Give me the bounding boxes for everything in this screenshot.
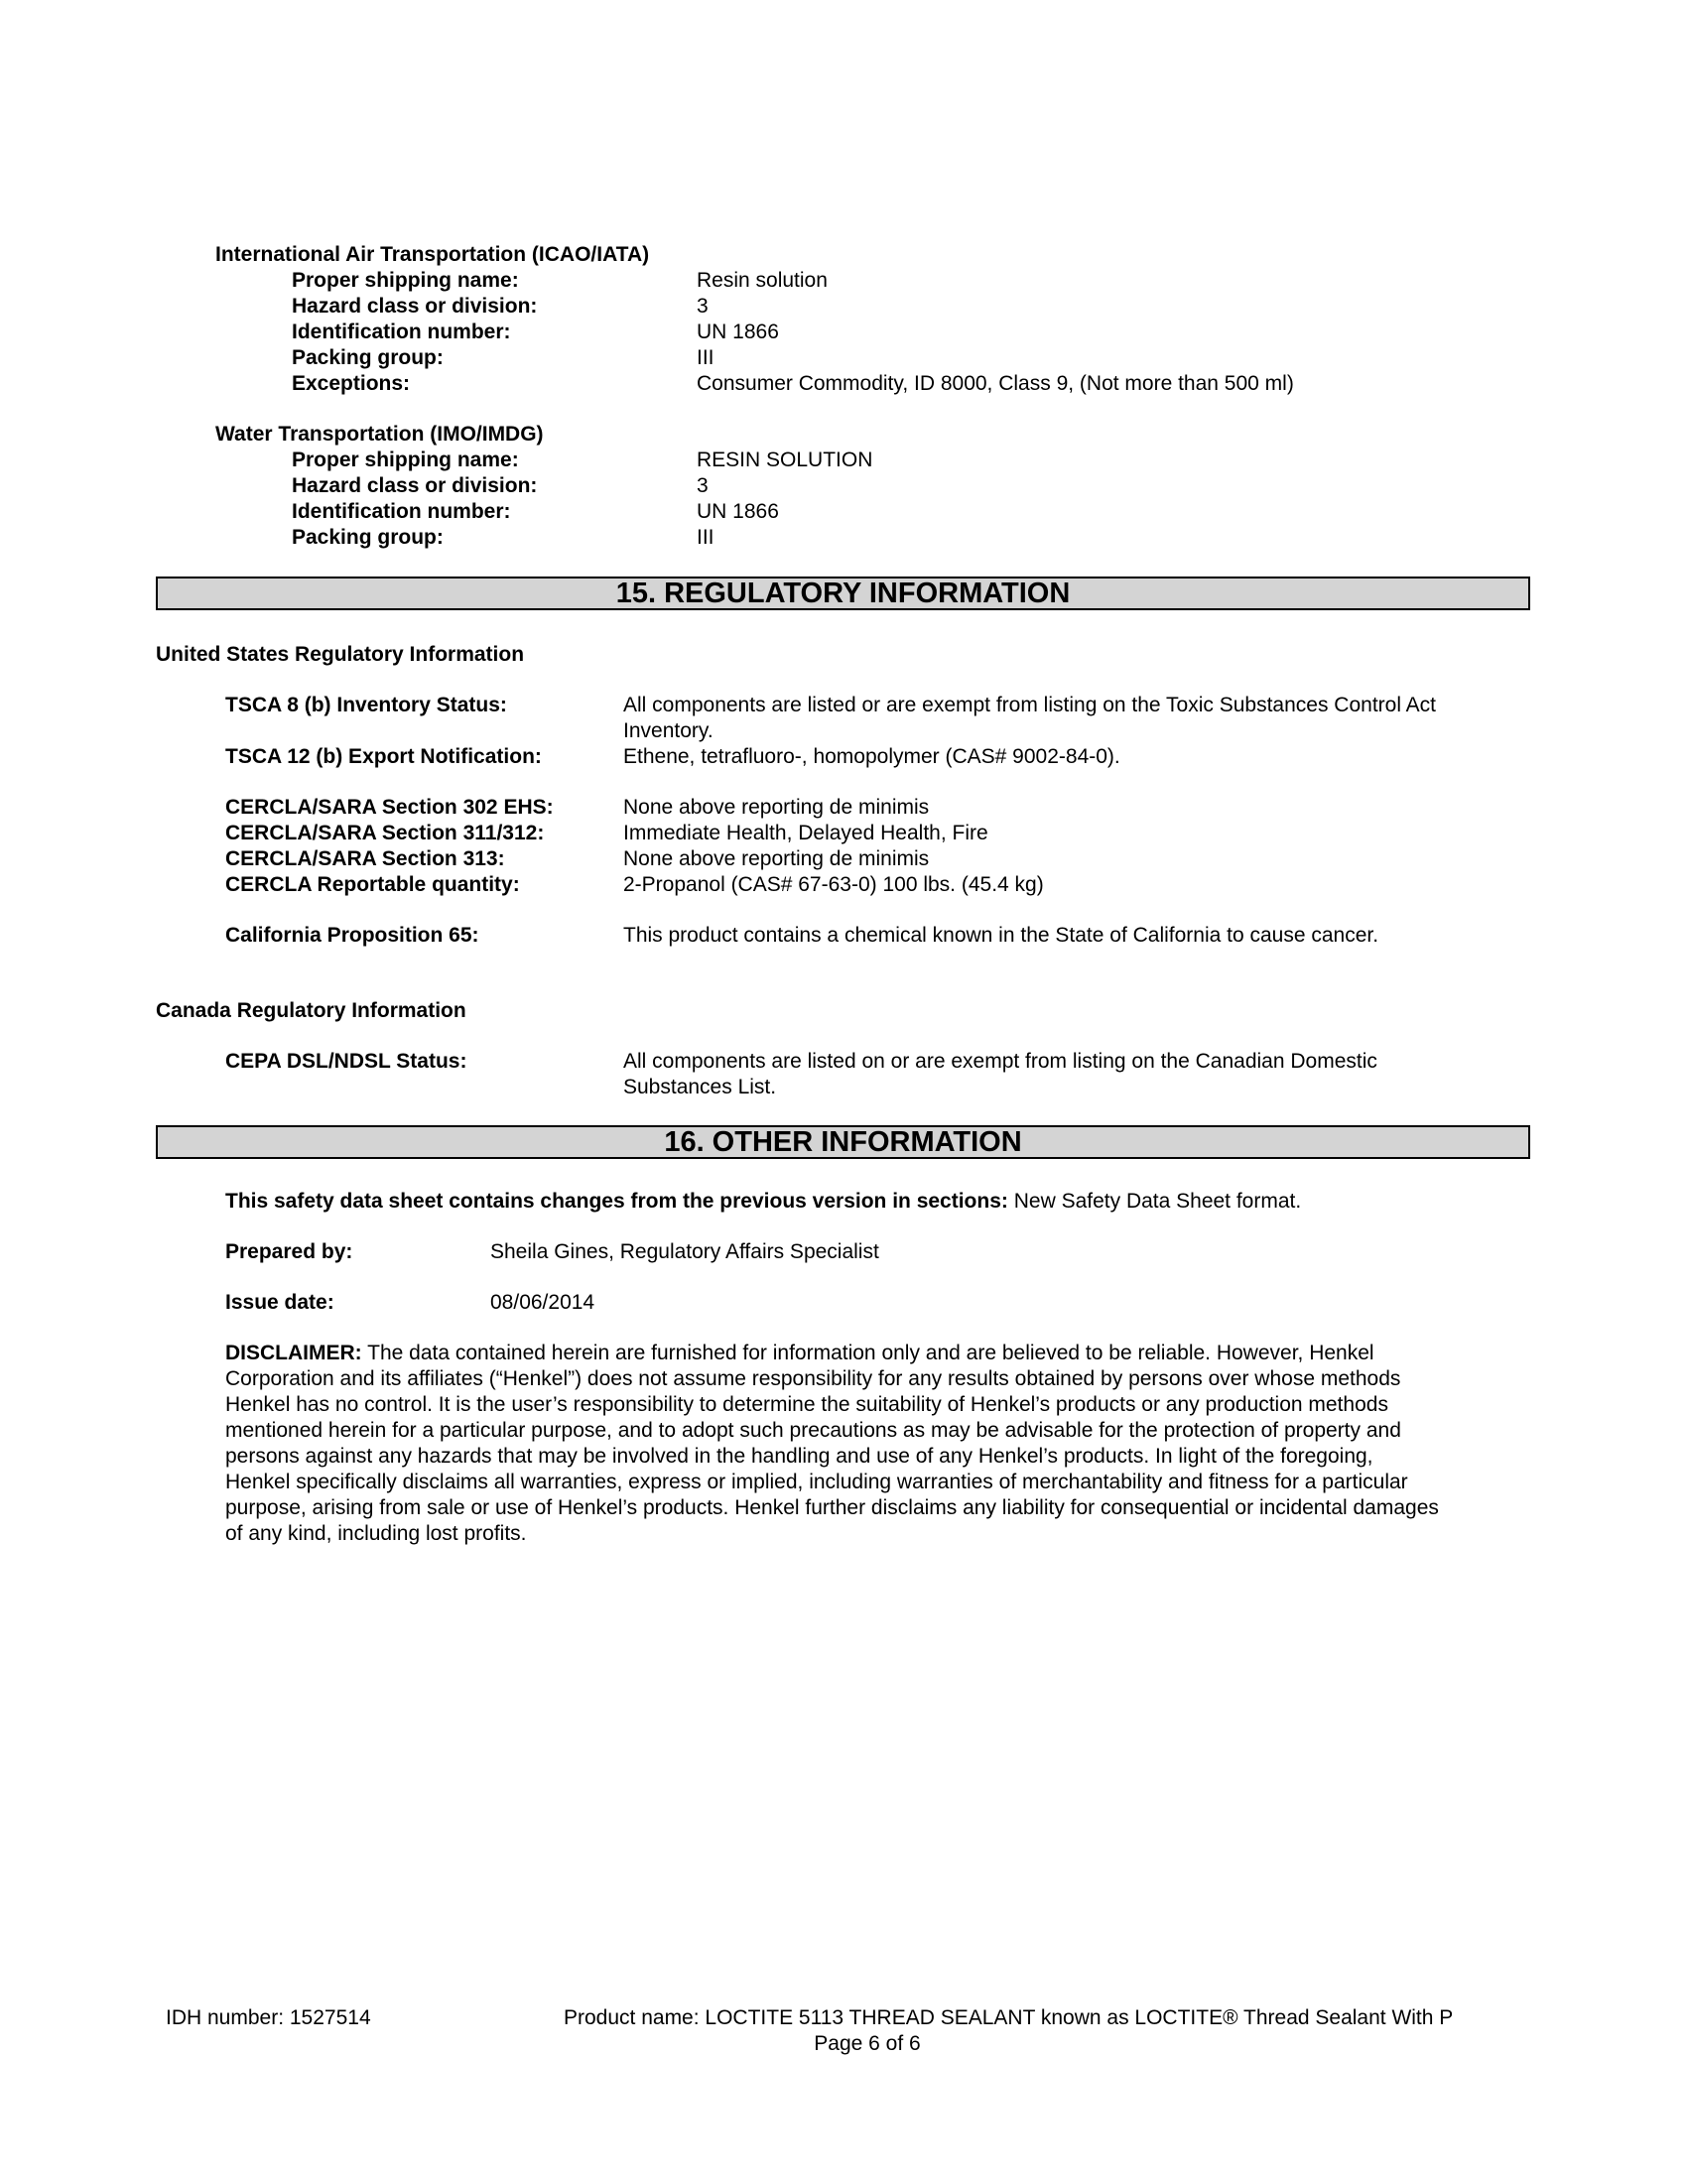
section-15-title-bar: 15. REGULATORY INFORMATION — [156, 577, 1530, 610]
air-label-exceptions: Exceptions: — [292, 372, 411, 395]
disclaimer-line: Henkel has no control. It is the user’s responsibility to determine the suitability of Henkel’s products or any production methods — [225, 1393, 1388, 1416]
air-transport-heading: International Air Transportation (ICAO/IATA) — [215, 243, 650, 266]
prepared-by-label: Prepared by: — [225, 1240, 353, 1263]
changes-value: New Safety Data Sheet format. — [1007, 1190, 1302, 1213]
air-label-hazard-class: Hazard class or division: — [292, 295, 538, 318]
issue-date-value: 08/06/2014 — [490, 1291, 595, 1314]
water-label-packing-group: Packing group: — [292, 526, 444, 549]
cepa-value-line2: Substances List. — [623, 1076, 777, 1098]
air-label-shipping-name: Proper shipping name: — [292, 269, 519, 292]
tsca-12b-value: Ethene, tetrafluoro-, homopolymer (CAS# 9002-84-0). — [623, 745, 1120, 768]
footer-page-number: Page 6 of 6 — [814, 2032, 921, 2055]
disclaimer-block — [225, 1341, 1515, 1547]
disclaimer-line: Corporation and its affiliates (“Henkel”) does not assume responsibility for any results obtained by persons over whose methods — [225, 1367, 1401, 1390]
cercla-311-312-label: CERCLA/SARA Section 311/312: — [225, 822, 545, 844]
cepa-value-line1: All components are listed on or are exempt from listing on the Canadian Domestic — [623, 1050, 1377, 1073]
canada-regulatory-heading: Canada Regulatory Information — [156, 999, 466, 1022]
water-label-shipping-name: Proper shipping name: — [292, 449, 519, 471]
air-label-packing-group: Packing group: — [292, 346, 444, 369]
air-value-identification-number: UN 1866 — [697, 321, 779, 343]
cercla-reportable-value: 2-Propanol (CAS# 67-63-0) 100 lbs. (45.4 kg) — [623, 873, 1044, 896]
cercla-reportable-label: CERCLA Reportable quantity: — [225, 873, 520, 896]
cercla-313-label: CERCLA/SARA Section 313: — [225, 847, 505, 870]
cercla-302-value: None above reporting de minimis — [623, 796, 930, 819]
california-prop65-label: California Proposition 65: — [225, 924, 479, 947]
cercla-313-value: None above reporting de minimis — [623, 847, 930, 870]
air-label-identification-number: Identification number: — [292, 321, 511, 343]
footer-idh-number: IDH number: 1527514 — [166, 2006, 371, 2029]
disclaimer-line: of any kind, including lost profits. — [225, 1522, 527, 1545]
changes-line — [225, 1189, 1301, 1215]
issue-date-label: Issue date: — [225, 1291, 334, 1314]
california-prop65-value: This product contains a chemical known in the State of California to cause cancer. — [623, 924, 1379, 947]
air-value-shipping-name: Resin solution — [697, 269, 828, 292]
disclaimer-line: persons against any hazards that may be involved in the handling and use of any Henkel’s products. In light of the foregoing, — [225, 1445, 1373, 1468]
water-value-hazard-class: 3 — [697, 474, 709, 497]
tsca-12b-label: TSCA 12 (b) Export Notification: — [225, 745, 542, 768]
water-value-shipping-name: RESIN SOLUTION — [697, 449, 873, 471]
water-transport-heading: Water Transportation (IMO/IMDG) — [215, 423, 544, 446]
water-value-identification-number: UN 1866 — [697, 500, 779, 523]
air-value-hazard-class: 3 — [697, 295, 709, 318]
cercla-302-label: CERCLA/SARA Section 302 EHS: — [225, 796, 554, 819]
water-label-hazard-class: Hazard class or division: — [292, 474, 538, 497]
footer-product-name: Product name: LOCTITE 5113 THREAD SEALANT known as LOCTITE® Thread Sealant With P — [564, 2006, 1454, 2029]
tsca-8b-value-line1: All components are listed or are exempt from listing on the Toxic Substances Control Act — [623, 694, 1437, 716]
water-label-identification-number: Identification number: — [292, 500, 511, 523]
changes-label: This safety data sheet contains changes from the previous version in sections: — [225, 1190, 1008, 1213]
cercla-311-312-value: Immediate Health, Delayed Health, Fire — [623, 822, 988, 844]
cepa-label: CEPA DSL/NDSL Status: — [225, 1050, 467, 1073]
water-value-packing-group: III — [697, 526, 714, 549]
us-regulatory-heading: United States Regulatory Information — [156, 643, 525, 666]
air-value-packing-group: III — [697, 346, 714, 369]
section-16-title-bar: 16. OTHER INFORMATION — [156, 1125, 1530, 1159]
disclaimer-line: DISCLAIMER: The data contained herein are furnished for information only and are believed to be reliable. However, Henkel — [225, 1342, 1374, 1364]
prepared-by-value: Sheila Gines, Regulatory Affairs Specialist — [490, 1240, 879, 1263]
disclaimer-label: DISCLAIMER: — [225, 1342, 362, 1364]
disclaimer-line: mentioned herein for a particular purpose, and to adopt such precautions as may be advisable for the protection of property and — [225, 1419, 1401, 1442]
disclaimer-line: Henkel specifically disclaims all warranties, express or implied, including warranties of merchantability and fitness for a particular — [225, 1471, 1408, 1493]
disclaimer-line: purpose, arising from sale or use of Henkel’s products. Henkel further disclaims any liability for consequential or incidental damages — [225, 1496, 1439, 1519]
tsca-8b-label: TSCA 8 (b) Inventory Status: — [225, 694, 507, 716]
air-value-exceptions: Consumer Commodity, ID 8000, Class 9, (Not more than 500 ml) — [697, 372, 1294, 395]
tsca-8b-value-line2: Inventory. — [623, 719, 714, 742]
